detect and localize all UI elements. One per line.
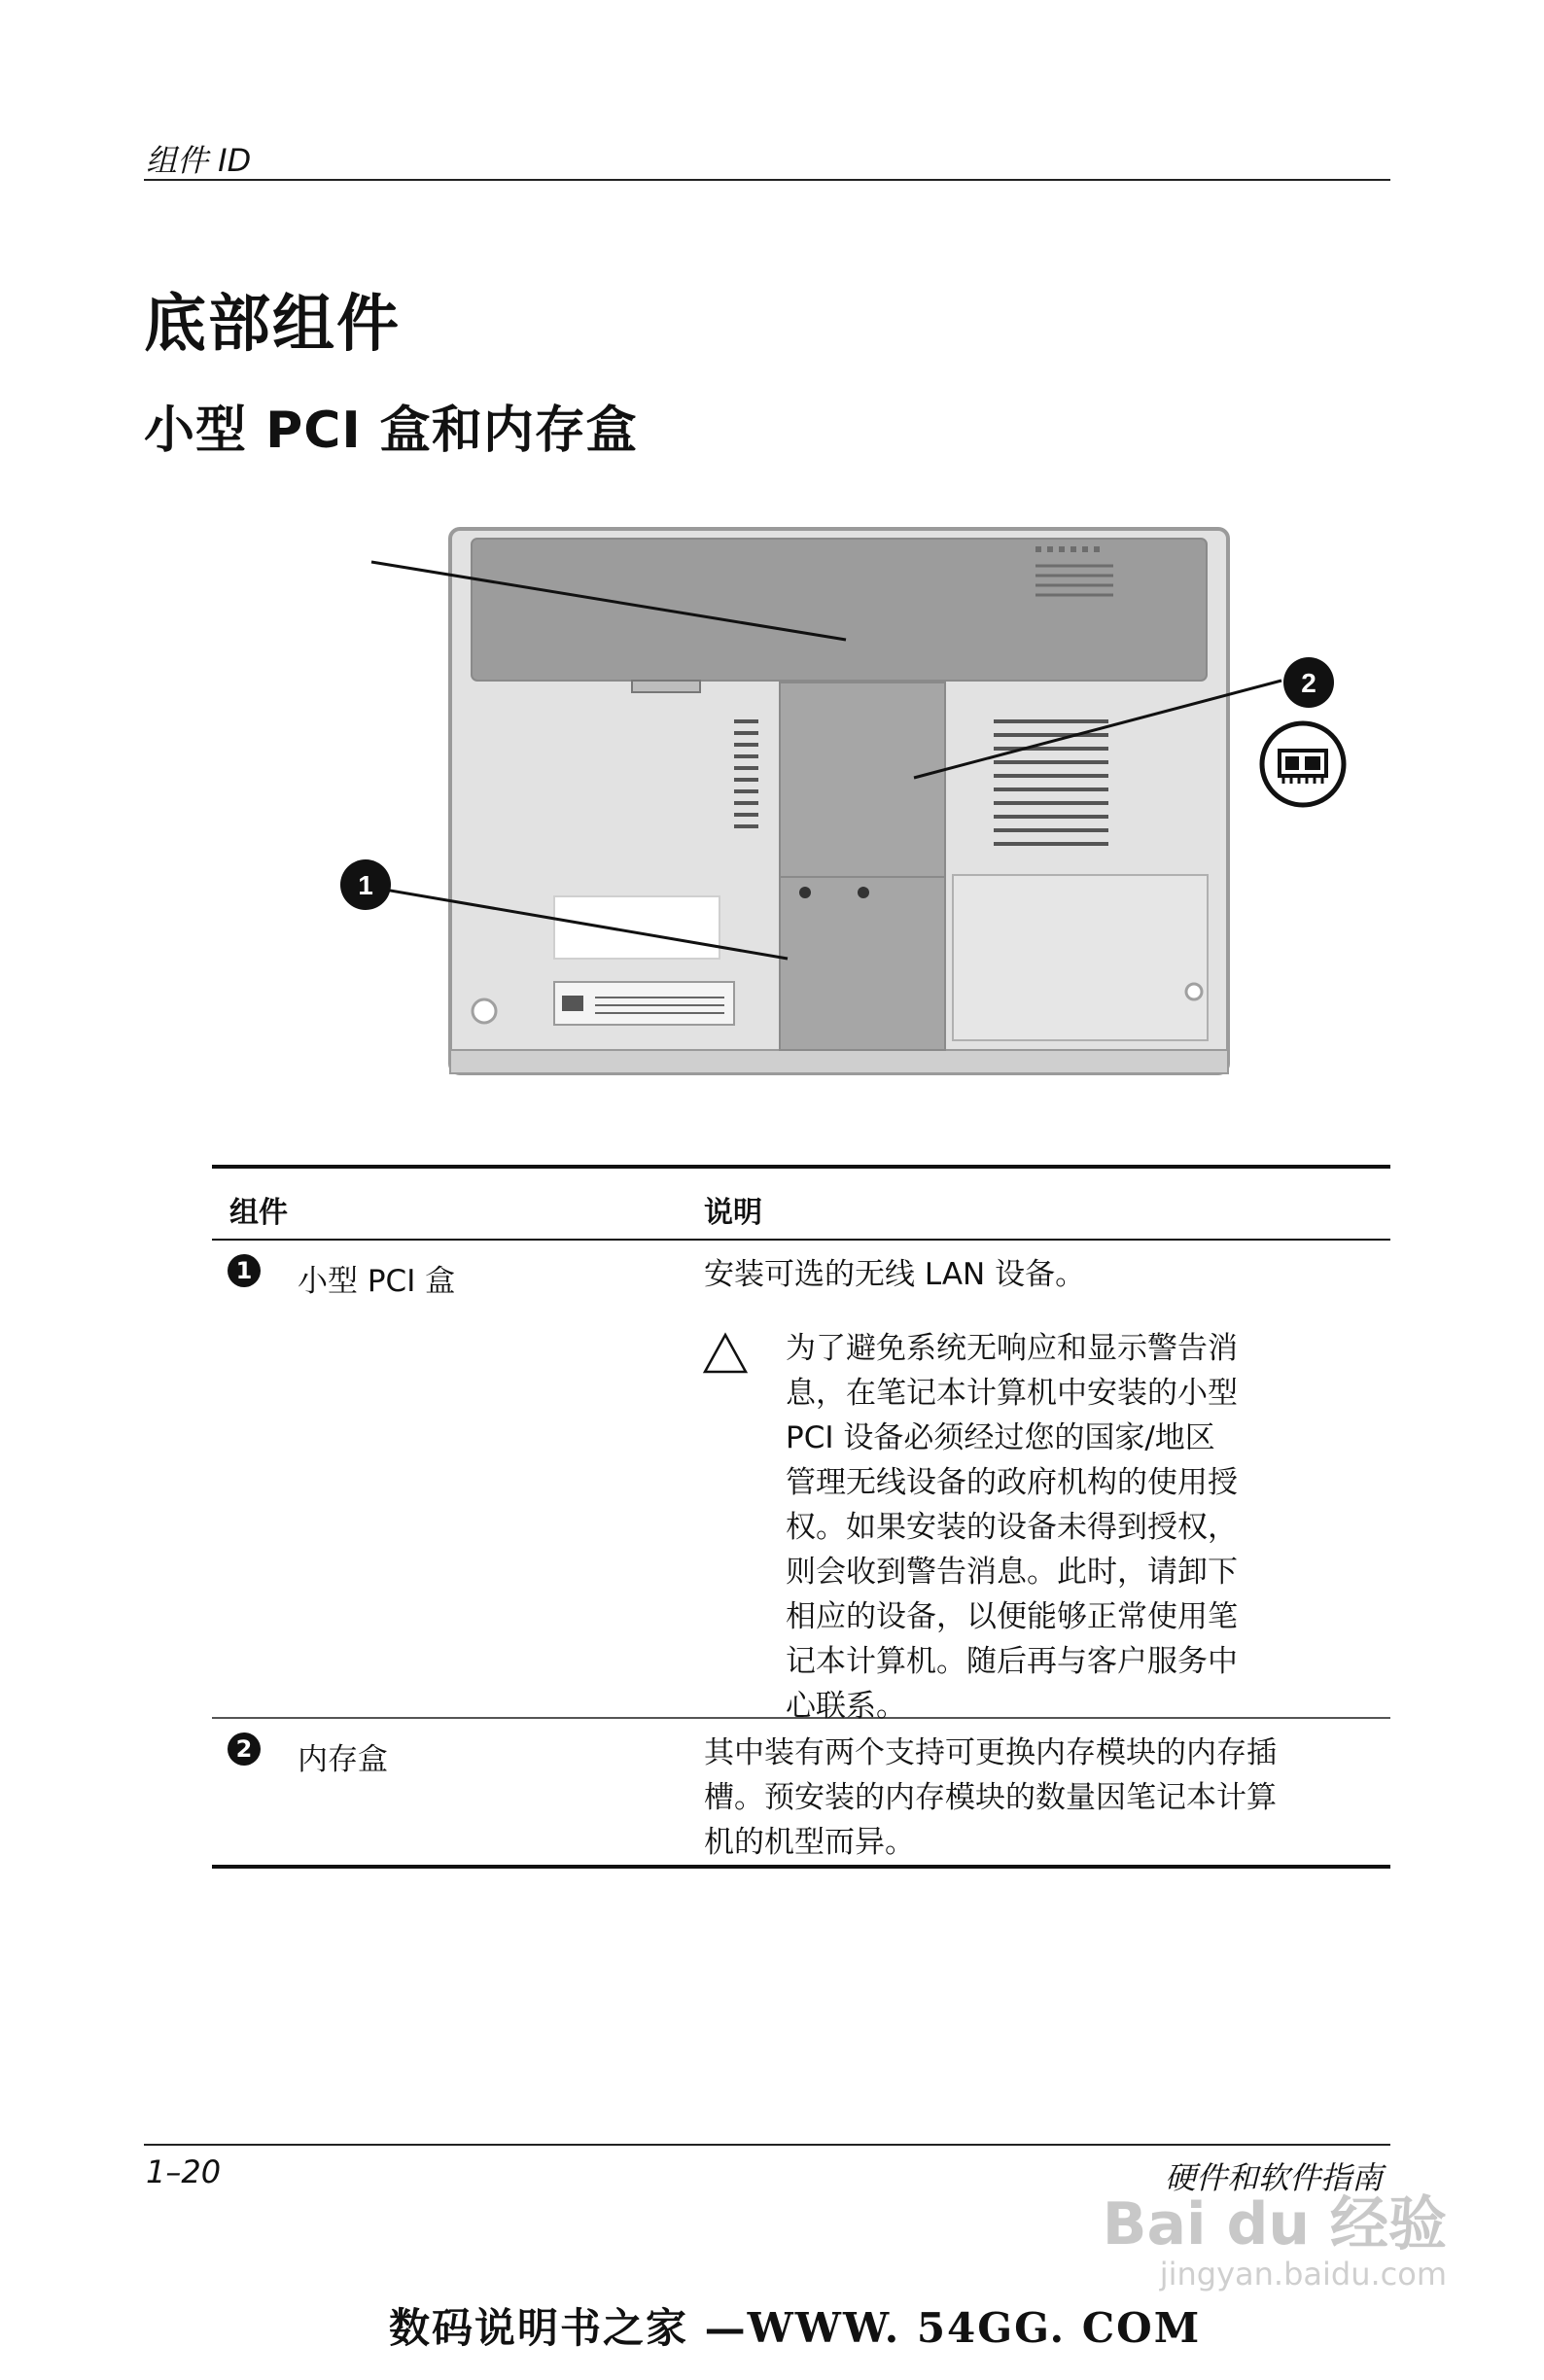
site-watermark: 数码说明书之家 —WWW. 54GG. COM: [389, 2304, 1202, 2352]
component-table: [212, 1165, 1390, 1869]
caution-line: 管理无线设备的政府机构的使用授: [786, 1465, 1238, 1500]
caution-text: [786, 1326, 1330, 1729]
footer-rule: [144, 2144, 1390, 2146]
memory-module-icon: [1262, 723, 1344, 805]
number-1-icon: 1: [228, 1254, 261, 1287]
component-name: 小型 PCI 盒: [298, 1264, 456, 1299]
component-description: [704, 1731, 1385, 1865]
description-line: 机的机型而异。: [704, 1825, 915, 1860]
component-description: 安装可选的无线 LAN 设备。: [704, 1257, 1086, 1292]
baidu-watermark-logo: Bai du 经验: [1102, 2190, 1447, 2258]
page-number: 1–20: [146, 2153, 222, 2190]
description-line: 其中装有两个支持可更换内存模块的内存插: [704, 1735, 1277, 1770]
caution-line: 记本计算机。随后再与客户服务中: [786, 1644, 1238, 1679]
caution-line: 相应的设备，以便能够正常使用笔: [786, 1599, 1238, 1634]
description-line: 槽。预安装的内存模块的数量因笔记本计算: [704, 1780, 1277, 1815]
baidu-watermark-url: jingyan.baidu.com: [1159, 2256, 1447, 2292]
svg-text:2: 2: [1301, 668, 1316, 698]
table-row: [212, 1719, 1390, 1869]
callout-1-icon: [340, 859, 391, 910]
section-subtitle: 小型 PCI 盒和内存盒: [144, 402, 638, 460]
running-header: 组件 ID: [146, 142, 252, 179]
caution-line: 则会收到警告消息。此时，请卸下: [786, 1555, 1238, 1590]
caution-line: 心联系。: [786, 1689, 906, 1724]
svg-text:1: 1: [358, 870, 373, 900]
caution-line: 为了避免系统无响应和显示警告消: [786, 1331, 1238, 1366]
page-title: 底部组件: [144, 289, 401, 361]
caution-line: 息，在笔记本计算机中安装的小型: [786, 1376, 1238, 1411]
table-header: [212, 1165, 1390, 1241]
caution-icon: [702, 1332, 749, 1375]
component-name: 内存盒: [298, 1742, 388, 1777]
header-component: 组件: [229, 1196, 288, 1230]
caution-line: PCI 设备必须经过您的国家/地区: [786, 1420, 1215, 1455]
table-row: [212, 1241, 1390, 1724]
header-description: 说明: [704, 1196, 762, 1230]
number-2-icon: 2: [228, 1732, 261, 1766]
book-title: 硬件和软件指南: [1164, 2159, 1383, 2196]
callout-2-icon: [1283, 657, 1334, 708]
caution-line: 权。如果安装的设备未得到授权，: [786, 1510, 1238, 1545]
